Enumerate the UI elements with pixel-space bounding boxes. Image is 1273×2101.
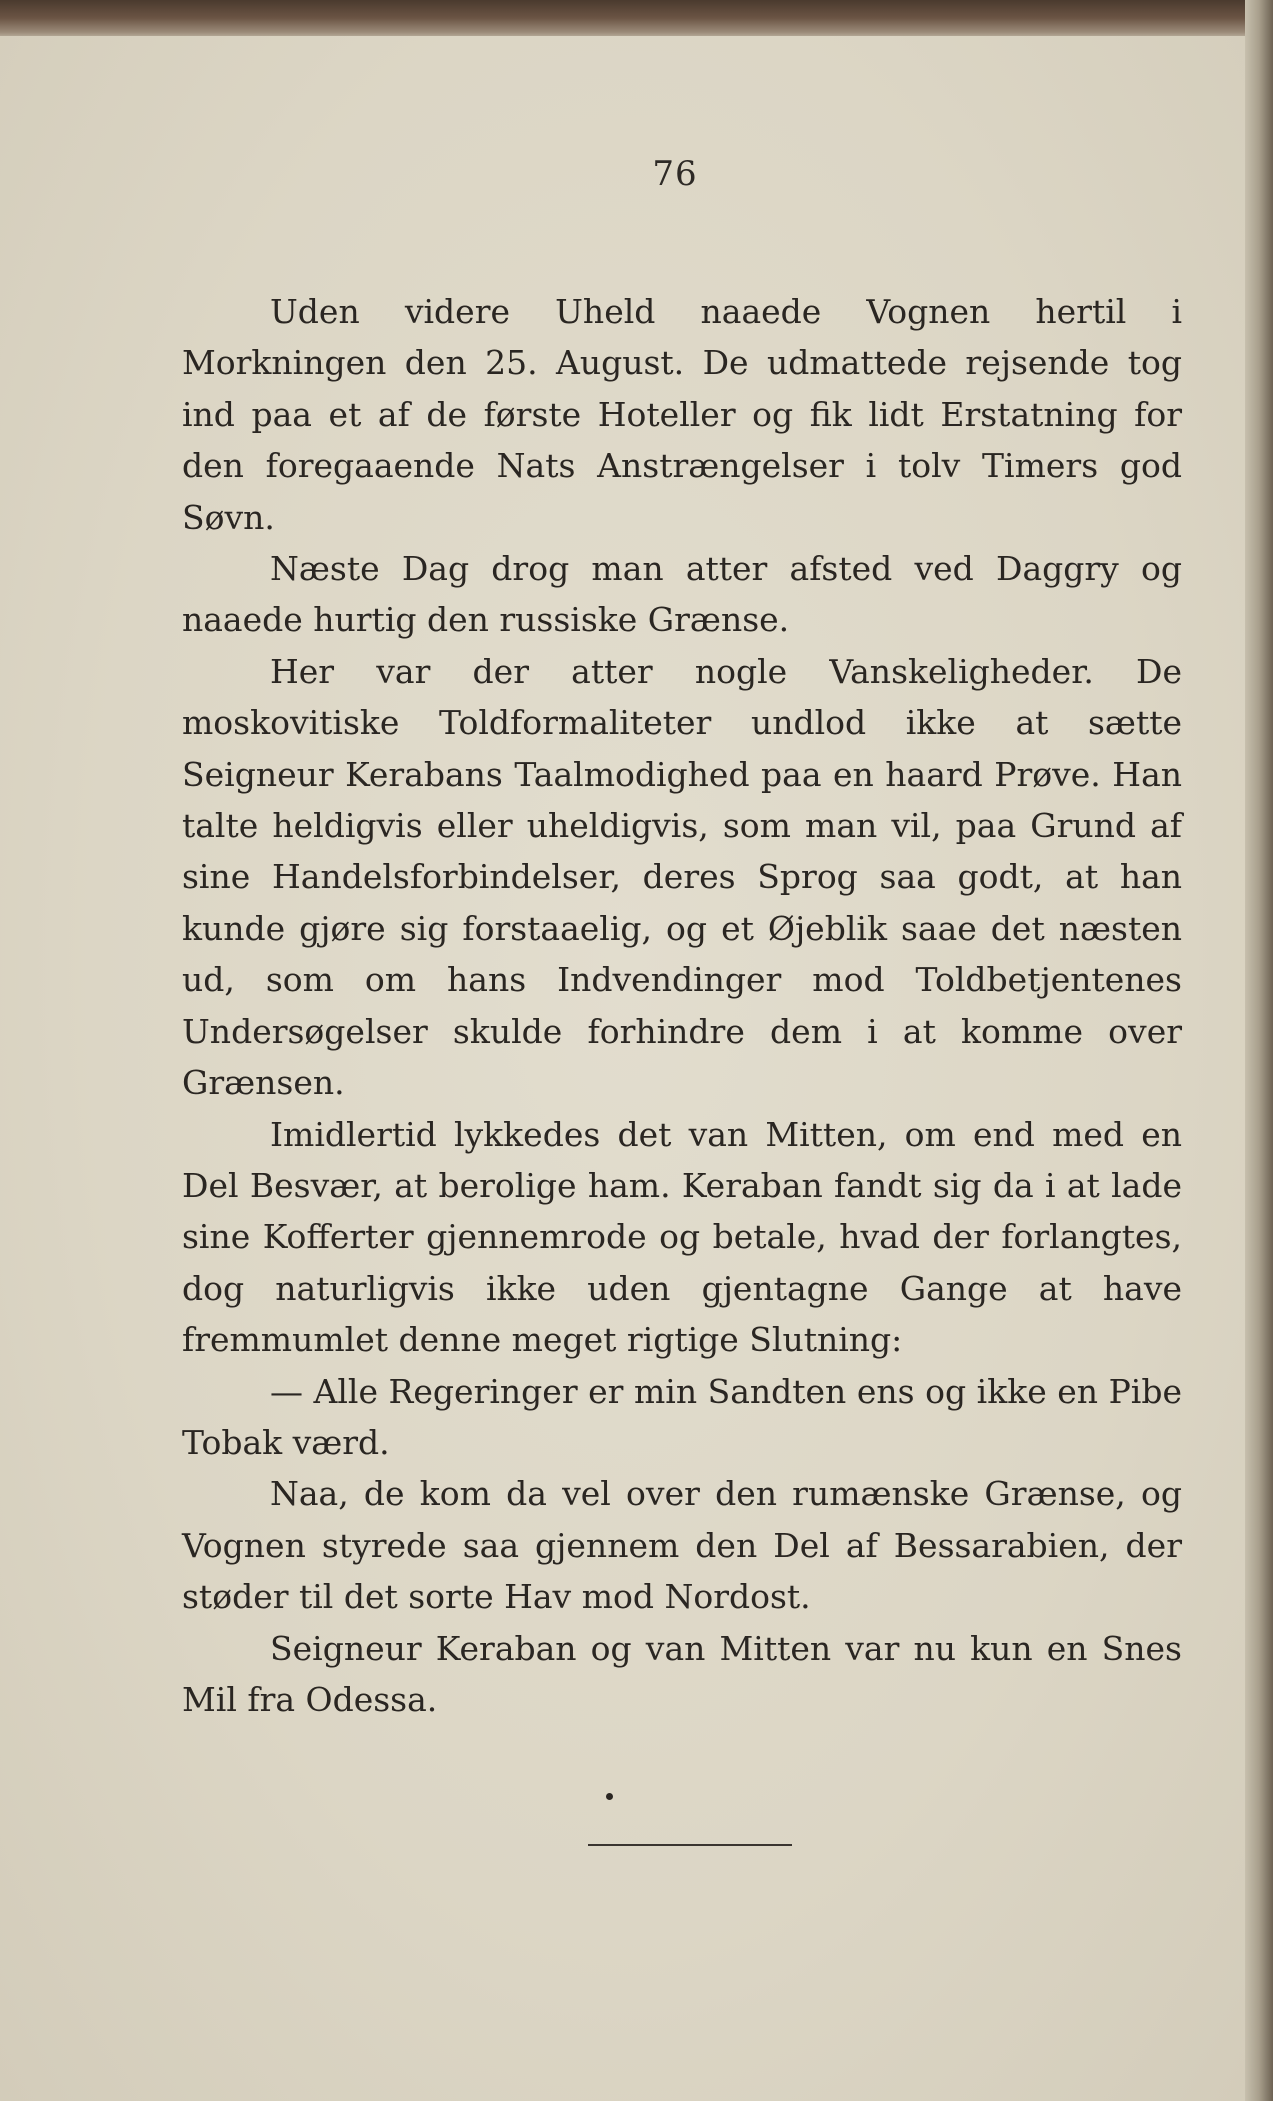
paragraph: Naa, de kom da vel over den rumænske Grænse, og Vognen styrede saa gjennem den Del af Bessarabien, der støder til det sorte Hav mod Nordost.	[182, 1474, 1182, 1617]
page	[0, 36, 1248, 2101]
book-top-edge	[0, 0, 1273, 40]
paragraph: Uden videre Uheld naaede Vognen hertil i Morkningen den 25. August. De udmattede rejsende tog ind paa et af de første Hoteller og fik lidt Erstatning for den foregaaende Nats Anstrængelser i tolv Timers god Søvn.	[182, 292, 1182, 537]
chapter-end-rule	[588, 1844, 792, 1846]
paragraph: Seigneur Keraban og van Mitten var nu kun en Snes Mil fra Odessa.	[182, 1628, 1182, 1719]
paragraph: Her var der atter nogle Vanskeligheder. De moskovitiske Toldformaliteter undlod ikke at sætte Seigneur Kerabans Taalmodighed paa en haard Prøve. Han talte heldigvis eller uheldigvis, som man vil, paa Grund af sine Handelsforbindelser, deres Sprog saa godt, at han kunde gjøre sig forstaaelig, og et Øjeblik saae det næsten ud, som om hans Indvendinger mod Toldbetjentenes Undersøgelser skulde forhindre dem i at komme over Grænsen.	[182, 651, 1182, 1103]
page-number: 76	[652, 154, 698, 194]
page-edge	[1245, 0, 1273, 2101]
end-dot	[606, 1793, 613, 1800]
paragraph: — Alle Regeringer er min Sandten ens og ikke en Pibe Tobak værd.	[182, 1371, 1182, 1462]
paragraph: Næste Dag drog man atter afsted ved Daggry og naaede hurtig den russiske Grænse.	[182, 549, 1182, 640]
body-text	[182, 286, 1182, 1725]
paragraph: Imidlertid lykkedes det van Mitten, om end med en Del Besvær, at berolige ham. Keraban fandt sig da i at lade sine Kofferter gjennemrode og betale, hvad der forlangtes, dog naturligvis ikke uden gjentagne Gange at have fremmumlet denne meget rigtige Slutning:	[182, 1114, 1182, 1360]
